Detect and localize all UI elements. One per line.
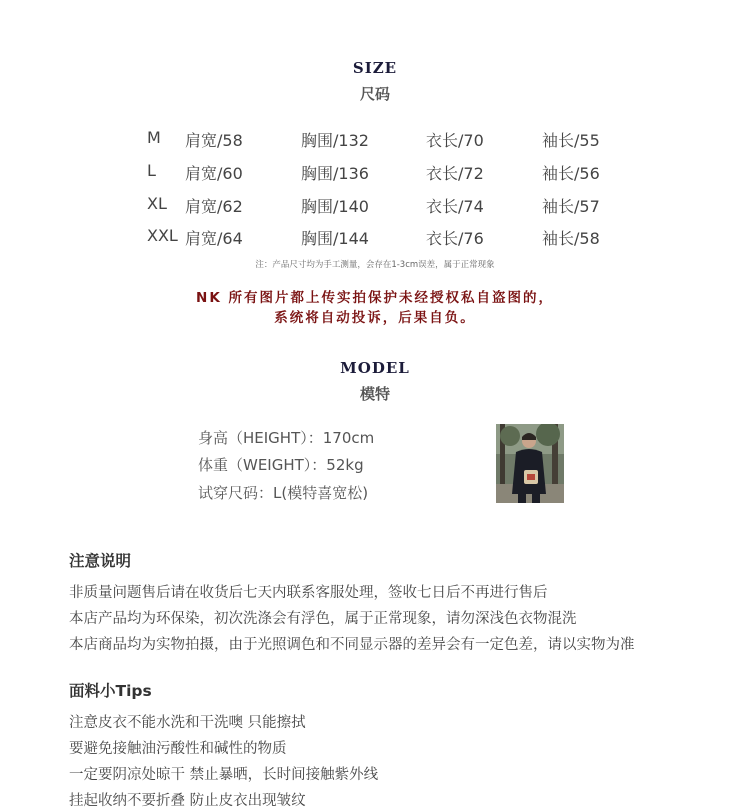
size-label: XL (147, 194, 167, 213)
size-title-en: SIZE (352, 59, 398, 77)
model-height: 身高（HEIGHT）：170cm (198, 429, 375, 447)
copyright-warning-line1: NK 所有图片都上传实拍保护未经授权私自盗图的， (196, 290, 554, 306)
model-fit-size: 试穿尺码：L(模特喜宽松) (198, 484, 369, 502)
chest-width: 胸围/136 (301, 164, 369, 183)
sleeve-length: 袖长/57 (542, 197, 600, 216)
size-row (0, 128, 750, 152)
model-weight: 体重（WEIGHT）：52kg (198, 456, 364, 474)
model-photo (496, 424, 564, 503)
tips-line: 一定要阴凉处晾干 禁止暴晒，长时间接触紫外线 (69, 767, 379, 783)
shoulder-width: 肩宽/60 (185, 164, 243, 183)
model-title-cn: 模特 (359, 385, 390, 403)
size-title-cn: 尺码 (359, 85, 390, 103)
chest-width: 胸围/144 (301, 229, 369, 248)
model-title-en: MODEL (340, 359, 410, 377)
shoulder-width: 肩宽/62 (185, 197, 243, 216)
notice-line: 本店商品均为实物拍摄，由于光照调色和不同显示器的差异会有一定色差，请以实物为准 (69, 637, 635, 653)
tips-line: 挂起收纳不要折叠 防止皮衣出现皱纹 (69, 793, 306, 809)
body-length: 衣长/74 (426, 197, 484, 216)
sleeve-length: 袖长/56 (542, 164, 600, 183)
notice-heading: 注意说明 (69, 552, 132, 570)
tips-heading: 面料小Tips (69, 682, 152, 700)
notice-line: 本店产品均为环保染，初次洗涤会有浮色，属于正常现象，请勿深浅色衣物混洗 (69, 611, 577, 627)
chest-width: 胸围/132 (301, 131, 369, 150)
sleeve-length: 袖长/58 (542, 229, 600, 248)
size-label: M (147, 128, 161, 147)
body-length: 衣长/72 (426, 164, 484, 183)
chest-width: 胸围/140 (301, 197, 369, 216)
shoulder-width: 肩宽/64 (185, 229, 243, 248)
body-length: 衣长/70 (426, 131, 484, 150)
shoulder-width: 肩宽/58 (185, 131, 243, 150)
size-row (0, 161, 750, 185)
tips-line: 要避免接触油污酸性和碱性的物质 (69, 741, 287, 757)
body-length: 衣长/76 (426, 229, 484, 248)
measurement-note: 注：产品尺寸均为手工测量，会存在1-3cm误差，属于正常现象 (255, 260, 495, 270)
tips-line: 注意皮衣不能水洗和干洗噢 只能擦拭 (69, 715, 306, 731)
size-row (0, 226, 750, 250)
notice-line: 非质量问题售后请在收货后七天内联系客服处理，签收七日后不再进行售后 (69, 585, 548, 601)
size-label: XXL (147, 226, 178, 245)
sleeve-length: 袖长/55 (542, 131, 600, 150)
size-label: L (147, 161, 156, 180)
copyright-warning-line2: 系统将自动投诉，后果自负。 (274, 310, 476, 326)
size-row (0, 194, 750, 218)
